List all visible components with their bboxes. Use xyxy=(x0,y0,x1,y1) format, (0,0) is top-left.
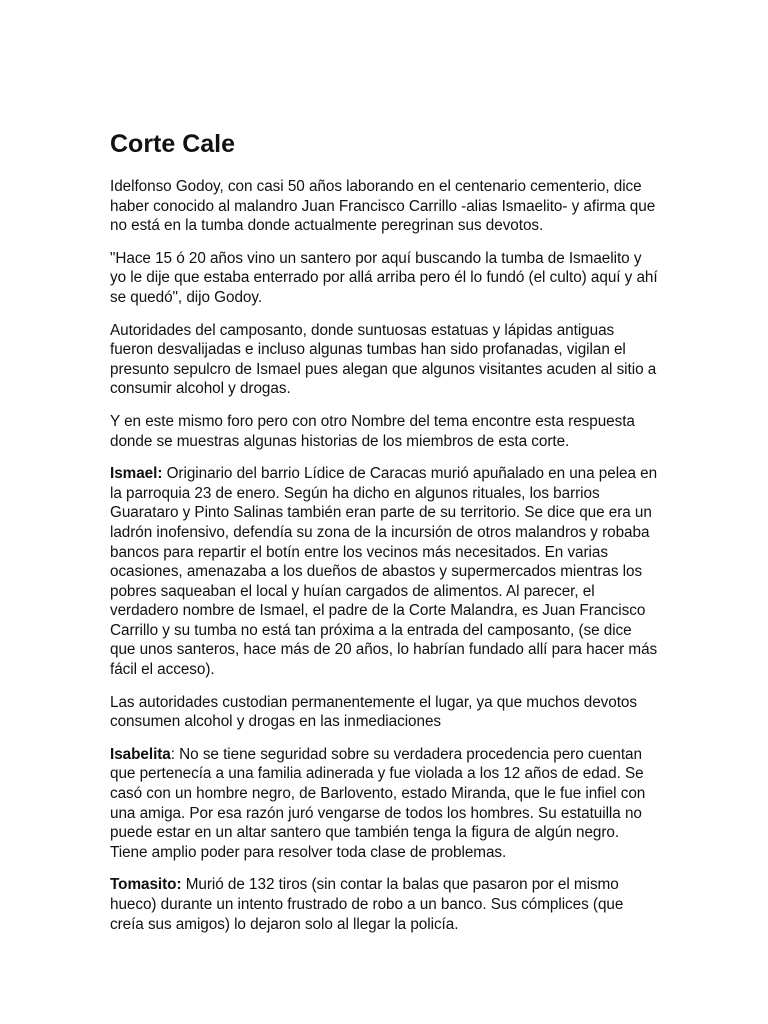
paragraph-text: Y en este mismo foro pero con otro Nombre del tema encontre esta respuesta donde se muestras algunas historias de los miembros de esta corte. xyxy=(110,412,635,450)
paragraph-lead-isabelita: Isabelita xyxy=(110,745,171,763)
paragraph-custodia xyxy=(110,693,658,732)
paragraph-foro xyxy=(110,412,658,451)
paragraph-lead-ismael: Ismael: xyxy=(110,465,163,483)
document-page xyxy=(110,128,658,947)
paragraph-autoridades xyxy=(110,321,658,399)
paragraph-isabelita xyxy=(110,745,658,863)
paragraph-text: Idelfonso Godoy, con casi 50 años laborando en el centenario cementerio, dice haber conocido al malandro Juan Francisco Carrillo -alias Ismaelito- y afirma que no está en la tumba donde actualmente peregrinan sus devotos. xyxy=(110,178,656,235)
paragraph-text: Murió de 132 tiros (sin contar la balas que pasaron por el mismo hueco) durante un intento frustrado de robo a un banco. Sus cómplices (que creía sus amigos) lo dejaron solo al llegar la policía. xyxy=(110,876,624,933)
paragraph-godoy-quote xyxy=(110,249,658,308)
paragraph-godoy-intro xyxy=(110,177,658,236)
paragraph-lead-tomasito: Tomasito: xyxy=(110,876,182,894)
paragraph-text: : No se tiene seguridad sobre su verdadera procedencia pero cuentan que pertenecía a una familia adinerada y fue violada a los 12 años de edad. Se casó con un hombre negro, de Barlovento, estado Miranda, que le fue infiel con una amiga. Por esa razón juró vengarse de todos los hombres. Su estatuilla no puede estar en un altar santero que también tenga la figura de algún negro. Tiene amplio poder para resolver toda clase de problemas. xyxy=(110,745,646,861)
paragraph-ismael xyxy=(110,464,658,680)
paragraph-text: Las autoridades custodian permanentemente el lugar, ya que muchos devotos consumen alcohol y drogas en las inmediaciones xyxy=(110,693,637,731)
paragraph-tomasito xyxy=(110,875,658,934)
paragraph-text: "Hace 15 ó 20 años vino un santero por aquí buscando la tumba de Ismaelito y yo le dije que estaba enterrado por allá arriba pero él lo fundó (el culto) aquí y ahí se quedó", dijo Godoy. xyxy=(110,249,658,306)
document-title: Corte Cale xyxy=(110,130,236,158)
paragraph-text: Originario del barrio Lídice de Caracas murió apuñalado en una pelea en la parroquia 23 de enero. Según ha dicho en algunos rituales, los barrios Guarataro y Pinto Salinas también eran parte de su territorio. Se dice que era un ladrón inofensivo, defendía su zona de la incursión de otros malandros y robaba bancos para repartir el botín entre los vecinos más necesitados. En varias ocasiones, amenazaba a los dueños de abastos y supermercados mientras los pobres saqueaban el local y huían cargados de alimentos. Al parecer, el verdadero nombre de Ismael, el padre de la Corte Malandra, es Juan Francisco Carrillo y su tumba no está tan próxima a la entrada del camposanto, (se dice que unos santeros, hace más de 20 años, lo habrían fundado allí para hacer más fácil el acceso). xyxy=(110,465,658,679)
paragraph-text: Autoridades del camposanto, donde suntuosas estatuas y lápidas antiguas fueron desvalijadas e incluso algunas tumbas han sido profanadas, vigilan el presunto sepulcro de Ismael pues alegan que algunos visitantes acuden al sitio a consumir alcohol y drogas. xyxy=(110,321,657,398)
